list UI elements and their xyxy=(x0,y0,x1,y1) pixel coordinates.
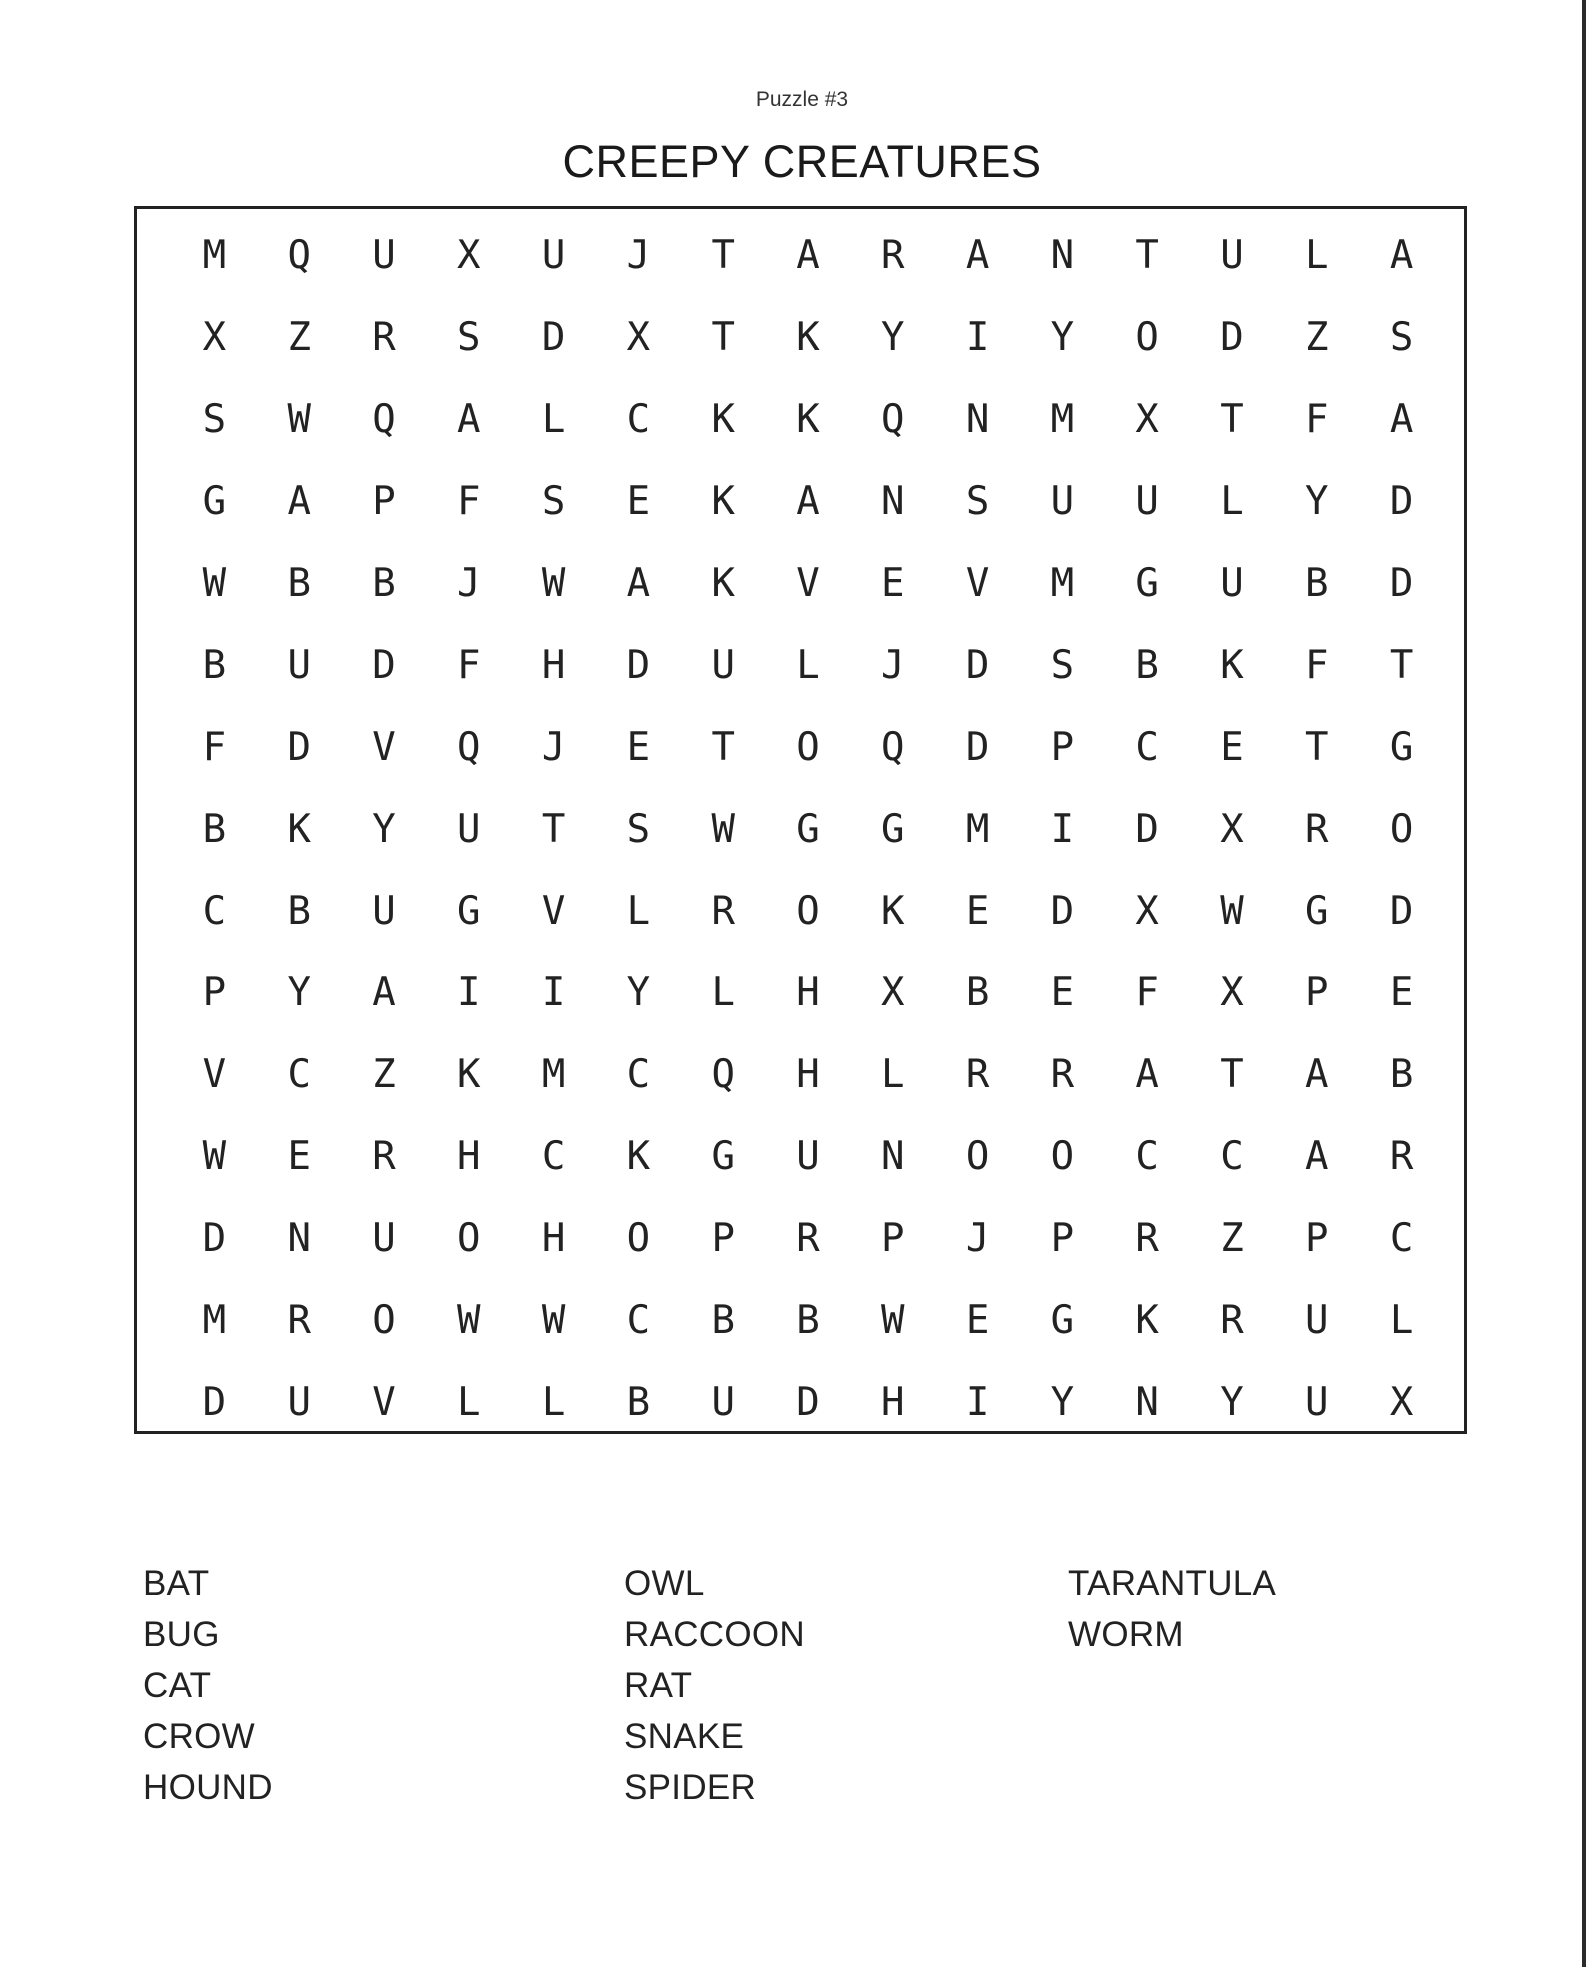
grid-letter: U xyxy=(711,642,735,688)
grid-letter: K xyxy=(711,561,735,606)
grid-letter: I xyxy=(541,970,566,1016)
grid-letter: Q xyxy=(287,233,311,279)
grid-letter: I xyxy=(457,970,481,1016)
grid-letter: K xyxy=(711,397,735,443)
grid-letter: D xyxy=(1389,479,1414,525)
grid-letter: O xyxy=(457,1216,481,1262)
grid-letter: D xyxy=(1220,315,1244,361)
word-list-item: RACCOON xyxy=(624,1615,805,1654)
grid-letter: I xyxy=(965,1379,990,1425)
grid-letter: L xyxy=(1220,479,1244,525)
grid-letter: M xyxy=(541,1052,566,1098)
word-list-column-3 xyxy=(1068,1558,1276,1660)
grid-letter: L xyxy=(1305,233,1329,279)
grid-letter: F xyxy=(1135,970,1159,1016)
grid-letter: M xyxy=(202,233,227,279)
grid-letter: Q xyxy=(457,724,481,770)
grid-letter: W xyxy=(711,806,735,852)
grid-letter: T xyxy=(541,806,566,852)
grid-letter: F xyxy=(1305,642,1329,688)
grid-letter: R xyxy=(1050,1052,1075,1098)
grid-letter: O xyxy=(965,1134,990,1180)
grid-letter: L xyxy=(881,1052,905,1098)
grid-letter: C xyxy=(541,1134,566,1180)
word-list-column-1 xyxy=(143,1558,273,1813)
grid-letter: A xyxy=(372,970,396,1016)
grid-letter: V xyxy=(372,1379,396,1425)
grid-letter: C xyxy=(626,397,651,443)
grid-letter: A xyxy=(796,233,820,279)
grid-letter: Q xyxy=(372,397,396,443)
grid-letter: K xyxy=(1135,1298,1159,1344)
grid-letter: G xyxy=(457,888,481,934)
grid-letter: U xyxy=(287,1379,311,1425)
grid-letter: S xyxy=(965,479,990,525)
grid-letter: O xyxy=(372,1298,396,1344)
grid-letter: C xyxy=(626,1298,651,1344)
grid-letter: K xyxy=(711,479,735,525)
grid-letter: F xyxy=(202,724,227,770)
grid-letter: G xyxy=(796,806,820,852)
grid-letter: B xyxy=(287,561,311,606)
grid-letter: W xyxy=(287,397,311,443)
grid-letter: U xyxy=(541,233,566,279)
grid-letter: E xyxy=(965,888,990,934)
grid-letter: D xyxy=(626,642,651,688)
grid-letter: C xyxy=(1220,1134,1244,1180)
grid-letter: U xyxy=(372,1216,396,1262)
grid-letter: M xyxy=(965,806,990,852)
grid-letter: X xyxy=(1135,888,1159,934)
grid-letter: R xyxy=(287,1298,311,1344)
grid-letter: L xyxy=(626,888,651,934)
grid-letter: J xyxy=(881,642,905,688)
grid-letter: D xyxy=(372,642,396,688)
word-list-item: CROW xyxy=(143,1717,256,1756)
grid-letter: U xyxy=(287,642,311,688)
grid-letter: B xyxy=(1135,642,1159,688)
grid-letter: D xyxy=(1389,888,1414,934)
grid-letter: F xyxy=(457,642,481,688)
grid-letter: G xyxy=(1389,724,1414,770)
grid-letter: U xyxy=(1305,1379,1329,1425)
grid-letter: D xyxy=(965,642,990,688)
grid-letter: W xyxy=(541,1298,566,1344)
grid-letter: O xyxy=(1050,1134,1075,1180)
grid-letter: P xyxy=(711,1216,735,1262)
grid-letter: N xyxy=(881,479,905,525)
grid-letter: B xyxy=(965,970,990,1016)
grid-letter: W xyxy=(202,1134,227,1180)
grid-letter: U xyxy=(372,888,396,934)
grid-letter: X xyxy=(1135,397,1159,443)
puzzle-number: Puzzle #3 xyxy=(755,88,849,111)
grid-letter: T xyxy=(711,315,735,361)
grid-letter: U xyxy=(1305,1298,1329,1344)
grid-letter: X xyxy=(202,315,227,361)
grid-letter: K xyxy=(796,397,820,443)
grid-letter: L xyxy=(541,1379,566,1425)
grid-letter: X xyxy=(881,970,905,1016)
grid-letter: B xyxy=(626,1379,651,1425)
grid-letter: L xyxy=(711,970,735,1016)
grid-letter: G xyxy=(1305,888,1329,934)
grid-letter: P xyxy=(1305,1216,1329,1262)
grid-letter: G xyxy=(1050,1298,1075,1344)
grid-letter: C xyxy=(1135,724,1159,770)
grid-letter: D xyxy=(202,1216,227,1262)
grid-letter: A xyxy=(1135,1052,1159,1098)
grid-letter: A xyxy=(457,397,481,443)
grid-letter: N xyxy=(1135,1379,1159,1425)
grid-letter: U xyxy=(372,233,396,279)
grid-letter: B xyxy=(202,806,227,852)
grid-letter: R xyxy=(881,233,905,279)
grid-letter: O xyxy=(1389,806,1414,852)
word-list-item: CAT xyxy=(143,1666,212,1705)
grid-letter: N xyxy=(881,1134,905,1180)
grid-letter: C xyxy=(287,1052,311,1098)
grid-letter: R xyxy=(796,1216,820,1262)
grid-letter: F xyxy=(1305,397,1329,443)
word-list-item: OWL xyxy=(624,1564,705,1603)
grid-letter: A xyxy=(287,479,311,525)
grid-letter: R xyxy=(711,888,735,934)
page-edge-divider xyxy=(1582,0,1586,1967)
grid-letter: C xyxy=(626,1052,651,1098)
letter-grid xyxy=(172,215,1444,1443)
grid-letter: Y xyxy=(1305,479,1329,525)
grid-letter: H xyxy=(796,970,820,1016)
grid-letter: Q xyxy=(711,1052,735,1098)
grid-letter: A xyxy=(965,233,990,279)
grid-letter: T xyxy=(1220,397,1244,443)
grid-letter: M xyxy=(1050,397,1075,443)
grid-letter: D xyxy=(1135,806,1159,852)
word-list-item: RAT xyxy=(624,1666,693,1705)
grid-letter: Z xyxy=(1305,315,1329,361)
grid-letter: E xyxy=(1220,724,1244,770)
word-list-item: TARANTULA xyxy=(1068,1564,1277,1603)
grid-letter: O xyxy=(796,888,820,934)
grid-letter: U xyxy=(796,1134,820,1180)
grid-letter: M xyxy=(1050,561,1075,606)
grid-letter: I xyxy=(965,315,990,361)
grid-letter: G xyxy=(711,1134,735,1180)
grid-letter: F xyxy=(457,479,481,525)
grid-letter: N xyxy=(1050,233,1075,279)
grid-letter: H xyxy=(457,1134,481,1180)
grid-letter: W xyxy=(457,1298,481,1344)
grid-letter: E xyxy=(1389,970,1414,1016)
grid-letter: D xyxy=(1050,888,1075,934)
grid-letter: G xyxy=(202,479,227,525)
page-title: CREEPY CREATURES xyxy=(562,136,1042,187)
grid-letter: B xyxy=(711,1298,735,1344)
grid-letter: Y xyxy=(1220,1379,1244,1425)
grid-letter: C xyxy=(1135,1134,1159,1180)
grid-letter: J xyxy=(541,724,566,770)
grid-letter: V xyxy=(202,1052,227,1098)
grid-letter: T xyxy=(1220,1052,1244,1098)
grid-letter: Z xyxy=(1220,1216,1244,1262)
grid-letter: E xyxy=(287,1134,311,1180)
grid-letter: K xyxy=(881,888,905,934)
grid-letter: Z xyxy=(287,315,311,361)
grid-letter: B xyxy=(202,642,227,688)
grid-letter: E xyxy=(965,1298,990,1344)
word-list-item: BAT xyxy=(143,1564,210,1603)
grid-letter: Y xyxy=(1050,1379,1075,1425)
grid-letter: O xyxy=(796,724,820,770)
grid-letter: W xyxy=(202,561,227,606)
grid-letter: K xyxy=(457,1052,481,1098)
grid-letter: E xyxy=(881,561,905,606)
grid-letter: S xyxy=(1389,315,1414,361)
grid-letter: Y xyxy=(626,970,651,1016)
grid-letter: E xyxy=(626,724,651,770)
grid-letter: R xyxy=(372,315,396,361)
grid-letter: Y xyxy=(881,315,905,361)
grid-letter: O xyxy=(626,1216,651,1262)
grid-letter: V xyxy=(372,724,396,770)
grid-letter: J xyxy=(965,1216,990,1262)
grid-letter: U xyxy=(1050,479,1075,525)
grid-letter: P xyxy=(881,1216,905,1262)
grid-letter: P xyxy=(1050,724,1075,770)
grid-letter: X xyxy=(1220,806,1244,852)
grid-letter: S xyxy=(457,315,481,361)
grid-letter: O xyxy=(1135,315,1159,361)
grid-letter: C xyxy=(202,888,227,934)
grid-letter: P xyxy=(372,479,396,525)
grid-letter: H xyxy=(881,1379,905,1425)
grid-letter: Y xyxy=(372,806,396,852)
grid-letter: L xyxy=(1389,1298,1414,1344)
grid-letter: U xyxy=(1220,233,1244,279)
grid-letter: X xyxy=(457,233,481,279)
grid-letter: V xyxy=(541,888,566,934)
grid-letter: R xyxy=(372,1134,396,1180)
grid-letter: H xyxy=(796,1052,820,1098)
grid-letter: S xyxy=(541,479,566,525)
grid-letter: U xyxy=(457,806,481,852)
grid-letter: D xyxy=(541,315,566,361)
grid-letter: S xyxy=(1050,642,1075,688)
grid-letter: D xyxy=(965,724,990,770)
grid-letter: J xyxy=(457,561,481,606)
grid-letter: L xyxy=(796,642,820,688)
grid-letter: S xyxy=(626,806,651,852)
word-list-item: BUG xyxy=(143,1615,220,1654)
grid-letter: Q xyxy=(881,724,905,770)
grid-letter: T xyxy=(711,724,735,770)
grid-letter: Q xyxy=(881,397,905,443)
grid-letter: W xyxy=(881,1298,905,1344)
grid-letter: N xyxy=(965,397,990,443)
grid-letter: P xyxy=(1305,970,1329,1016)
grid-letter: U xyxy=(1220,561,1244,606)
grid-letter: R xyxy=(965,1052,990,1098)
grid-letter: W xyxy=(541,561,566,606)
grid-letter: I xyxy=(1050,806,1075,852)
grid-letter: P xyxy=(1050,1216,1075,1262)
grid-letter: B xyxy=(372,561,396,606)
grid-letter: G xyxy=(1135,561,1159,606)
grid-letter: A xyxy=(1389,233,1414,279)
grid-letter: U xyxy=(711,1379,735,1425)
grid-letter: K xyxy=(287,806,311,852)
grid-letter: Z xyxy=(372,1052,396,1098)
grid-letter: D xyxy=(796,1379,820,1425)
grid-letter: M xyxy=(202,1298,227,1344)
grid-letter: X xyxy=(1389,1379,1414,1425)
word-list-column-2 xyxy=(624,1558,805,1813)
word-list-item: WORM xyxy=(1068,1615,1184,1654)
grid-letter: R xyxy=(1135,1216,1159,1262)
grid-letter: S xyxy=(202,397,227,443)
grid-letter: B xyxy=(287,888,311,934)
grid-letter: B xyxy=(796,1298,820,1344)
grid-letter: W xyxy=(1220,888,1244,934)
grid-letter: P xyxy=(202,970,227,1016)
grid-letter: X xyxy=(1220,970,1244,1016)
grid-letter: T xyxy=(711,233,735,279)
grid-letter: A xyxy=(1305,1052,1329,1098)
grid-letter: A xyxy=(626,561,651,606)
grid-letter: J xyxy=(626,233,651,279)
grid-letter: U xyxy=(1135,479,1159,525)
grid-letter: K xyxy=(796,315,820,361)
grid-letter: H xyxy=(541,1216,566,1262)
grid-letter: A xyxy=(1305,1134,1329,1180)
grid-letter: T xyxy=(1305,724,1329,770)
grid-letter: H xyxy=(541,642,566,688)
grid-letter: K xyxy=(626,1134,651,1180)
grid-letter: B xyxy=(1305,561,1329,606)
grid-letter: R xyxy=(1305,806,1329,852)
grid-letter: D xyxy=(287,724,311,770)
grid-letter: D xyxy=(202,1379,227,1425)
grid-letter: T xyxy=(1135,233,1159,279)
grid-letter: C xyxy=(1389,1216,1414,1262)
grid-letter: B xyxy=(1389,1052,1414,1098)
grid-letter: A xyxy=(796,479,820,525)
grid-letter: L xyxy=(541,397,566,443)
word-list-item: SNAKE xyxy=(624,1717,745,1756)
grid-letter: V xyxy=(796,561,820,606)
grid-letter: T xyxy=(1389,642,1414,688)
grid-letter: R xyxy=(1389,1134,1414,1180)
grid-letter: A xyxy=(1389,397,1414,443)
grid-letter: L xyxy=(457,1379,481,1425)
grid-letter: D xyxy=(1389,561,1414,606)
grid-letter: Y xyxy=(1050,315,1075,361)
grid-letter: G xyxy=(881,806,905,852)
word-list-item: SPIDER xyxy=(624,1768,757,1807)
grid-letter: Y xyxy=(287,970,311,1016)
grid-letter: K xyxy=(1220,642,1244,688)
word-list-item: HOUND xyxy=(143,1768,273,1807)
grid-letter: V xyxy=(965,561,990,606)
grid-letter: E xyxy=(1050,970,1075,1016)
grid-letter: E xyxy=(626,479,651,525)
grid-letter: N xyxy=(287,1216,311,1262)
grid-letter: R xyxy=(1220,1298,1244,1344)
grid-letter: X xyxy=(626,315,651,361)
